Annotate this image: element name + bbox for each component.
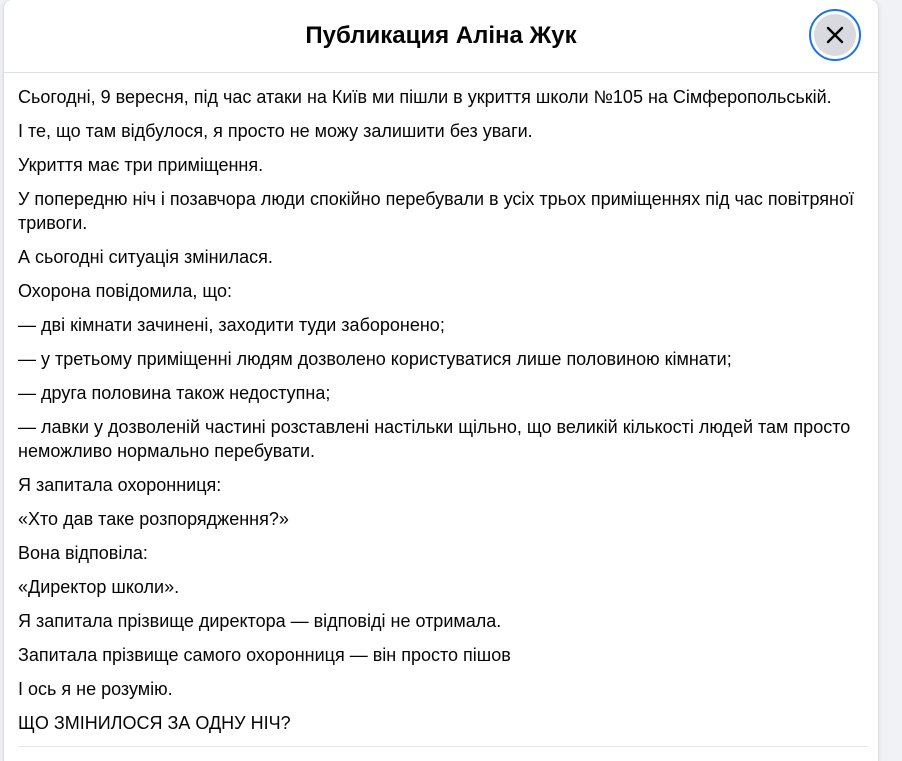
post-paragraph: Я запитала прізвище директора — відповіді не отримала. — [18, 611, 502, 631]
post-paragraph: І те, що там відбулося, я просто не можу залишити без уваги. — [18, 121, 533, 141]
post-paragraph: Вона відповіла: — [18, 543, 148, 563]
post-paragraph: У попередню ніч і позавчора люди спокійно перебували в усіх трьох приміщеннях під час повітряної тривоги. — [18, 189, 854, 233]
divider — [18, 746, 868, 747]
post-paragraph: «Хто дав таке розпорядження?» — [18, 509, 289, 529]
modal-header — [4, 0, 878, 73]
post-paragraph: ЩО ЗМІНИЛОСЯ ЗА ОДНУ НІЧ? — [18, 713, 291, 733]
post-paragraph: — дві кімнати зачинені, заходити туди заборонено; — [18, 315, 445, 335]
post-paragraph: Я запитала охоронниця: — [18, 475, 222, 495]
post-paragraph: А сьогодні ситуація змінилася. — [18, 247, 273, 267]
post-paragraph: — друга половина також недоступна; — [18, 383, 331, 403]
post-paragraph: І ось я не розумію. — [18, 679, 173, 699]
close-button[interactable] — [809, 9, 861, 61]
post-paragraph: Охорона повідомила, що: — [18, 281, 232, 301]
post-paragraph: «Директор школи». — [18, 577, 180, 597]
post-paragraph: Запитала прізвище самого охоронниця — він просто пішов — [18, 645, 511, 665]
post-paragraph: — лавки у дозволеній частині розставлені настільки щільно, що великій кількості людей там просто неможливо нормально перебувати. — [18, 417, 851, 461]
post-body — [18, 85, 868, 745]
post-paragraph: — у третьому приміщенні людям дозволено користуватися лише половиною кімнати; — [18, 349, 732, 369]
modal-title: Публикация Аліна Жук — [305, 22, 577, 49]
post-paragraph: Укриття має три приміщення. — [18, 155, 264, 175]
post-modal — [4, 0, 878, 761]
post-paragraph: Сьогодні, 9 вересня, під час атаки на Київ ми пішли в укриття школи №105 на Сімферопольській. — [18, 87, 832, 107]
close-icon — [814, 14, 856, 56]
